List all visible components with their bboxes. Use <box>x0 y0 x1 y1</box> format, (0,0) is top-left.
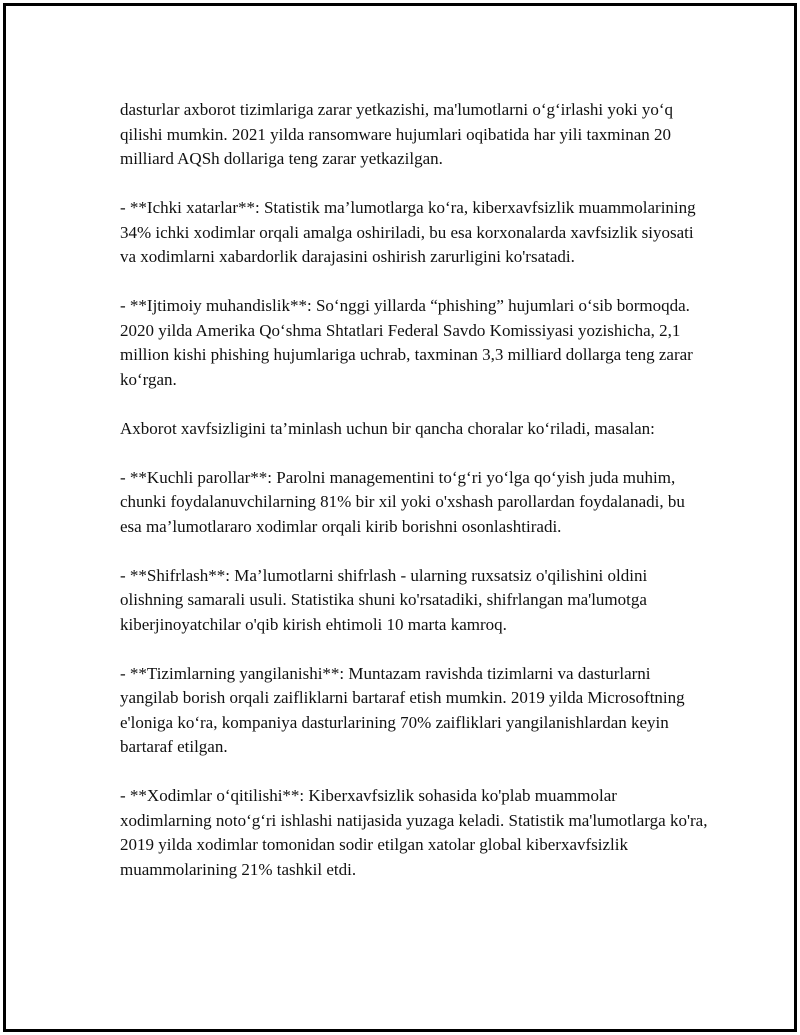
paragraph-staff-training: - **Xodimlar o‘qitilishi**: Kiberxavfsizlik sohasida ko'plab muammolar xodimlarning noto‘g‘ri ishlashi natijasida yuzaga keladi. Statistik ma'lumotlarga ko'ra, 2019 yilda xodimlar tomonidan sodir etilgan xatolar global kiberxavfsizlik muammolarining 21% tashkil etdi. <box>120 786 708 879</box>
paragraph-system-updates: - **Tizimlarning yangilanishi**: Muntazam ravishda tizimlarni va dasturlarni yangilab borish orqali zaifliklarni bartaraf etish mumkin. 2019 yilda Microsoftning e'loniga ko‘ra, kompaniya dasturlarining 70% zaifliklari yangilanishlardan keyin bartaraf etilgan. <box>120 663 685 756</box>
paragraph-social-engineering: - **Ijtimoiy muhandislik**: So‘nggi yillarda “phishing” hujumlari o‘sib bormoqda. 2020 yilda Amerika Qo‘shma Shtatlari Federal Savdo Komissiyasi yozishicha, 2,1 million kishi phishing hujumlariga uchrab, taxminan 3,3 milliard dollarga teng zarar ko‘rgan. <box>120 296 693 389</box>
paragraph-measures-intro: Axborot xavfsizligini ta’minlash uchun bir qancha choralar ko‘riladi, masalan: <box>120 418 655 438</box>
page-frame <box>3 3 797 1032</box>
paragraph-encryption: - **Shifrlash**: Ma’lumotlarni shifrlash - ularning ruxsatsiz o'qilishini oldini olishning samarali usuli. Statistika shuni ko'rsatadiki, shifrlangan ma'lumotga kiberjinoyatchilar o'qib kirish ehtimoli 10 marta kamroq. <box>120 565 648 634</box>
document-body <box>120 98 710 882</box>
paragraph-strong-passwords: - **Kuchli parollar**: Parolni managementini to‘g‘ri yo‘lga qo‘yish juda muhim, chunki foydalanuvchilarning 81% bir xil yoki o'xshash parollardan foydalanadi, bu esa ma’lumotlararo xodimlar orqali kirib borishni osonlashtiradi. <box>120 467 685 536</box>
paragraph-ransomware: dasturlar axborot tizimlariga zarar yetkazishi, ma'lumotlarni o‘g‘irlashi yoki yo‘q qilishi mumkin. 2021 yilda ransomware hujumlari oqibatida har yili taxminan 20 milliard AQSh dollariga teng zarar yetkazilgan. <box>120 100 674 168</box>
paragraph-internal-threats: - **Ichki xatarlar**: Statistik ma’lumotlarga ko‘ra, kiberxavfsizlik muammolarining 34% ichki xodimlar orqali amalga oshiriladi, bu esa korxonalarda xavfsizlik siyosati va xodimlarni xabardorlik darajasini oshirish zarurligini ko'rsatadi. <box>120 198 696 266</box>
